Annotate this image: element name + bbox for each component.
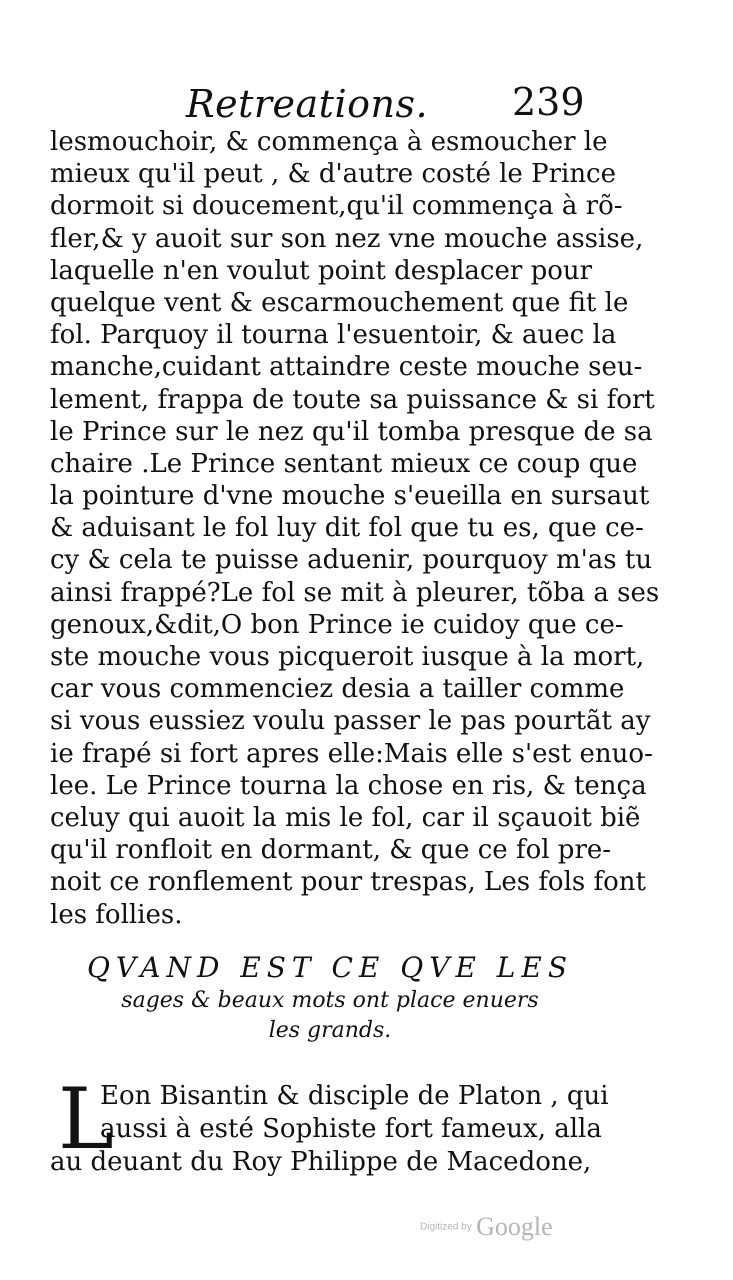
paragraph-1 <box>50 126 660 931</box>
text-line: noit ce ronflement pour trespas, Les fols font <box>50 867 646 898</box>
drop-cap: L <box>58 1070 114 1168</box>
text-line: aussi à esté Sophiste fort fameux, alla <box>100 1114 602 1144</box>
text-line: celuy qui auoit la mis le fol, car il sçauoit biẽ <box>50 802 641 833</box>
google-logo: Google <box>476 1212 553 1241</box>
text-line: qu'il ronfloit en dormant, & que ce fol pre- <box>50 835 612 866</box>
text-line: chaire .Le Prince sentant mieux ce coup que <box>50 448 638 479</box>
text-line: manche,cuidant attaindre ceste mouche seu- <box>50 352 643 383</box>
text-line: au deuant du Roy Philippe de Macedone, <box>50 1147 592 1177</box>
section-heading-line: QVAND EST CE QVE LES <box>86 951 574 984</box>
text-line: ste mouche vous picqueroit iusque à la mort, <box>50 642 645 672</box>
text-line: genoux,&dit,O bon Prince ie cuidoy que ce- <box>50 609 624 640</box>
text-line: le Prince sur le nez qu'il tomba presque de sa <box>50 416 653 447</box>
section-heading <box>80 950 580 1046</box>
text-line: si vous eussiez voulu passer le pas pourtãt ay <box>50 706 651 737</box>
text-line: cy & cela te puisse aduenir, pourquoy m'as tu <box>50 545 653 576</box>
text-line: mieux qu'il peut , & d'autre costé le Prince <box>50 159 617 190</box>
digitization-watermark <box>420 1212 553 1242</box>
page-number: 239 <box>512 80 585 124</box>
paragraph-2 <box>50 1070 609 1179</box>
text-line: car vous commenciez desia a tailler comme <box>50 674 625 705</box>
text-line: la pointure d'vne mouche s'eueilla en sursaut <box>50 481 650 512</box>
section-heading-line: les grands. <box>268 1018 392 1043</box>
text-line: Eon Bisantin & disciple de Platon , qui <box>100 1081 609 1111</box>
text-line: fol. Parquoy il tourna l'esuentoir, & auec la <box>50 320 617 351</box>
text-line: les follies. <box>50 899 183 930</box>
text-line: dormoit si doucement,qu'il commença à rõ- <box>50 191 623 222</box>
text-line: lesmouchoir, & commença à esmoucher le <box>50 127 608 157</box>
running-title: Retreations. <box>186 82 429 126</box>
text-line: & aduisant le fol luy dit fol que tu es, que ce- <box>50 513 644 544</box>
text-line: lee. Le Prince tourna la chose en ris, & tença <box>50 770 647 801</box>
section-heading-line: sages & beaux mots ont place enuers <box>121 988 539 1013</box>
text-line: ainsi frappé?Le fol se mit à pleurer, tõba a ses <box>50 577 660 608</box>
text-line: fler,& y auoit sur son nez vne mouche assise, <box>50 223 644 254</box>
text-line: lement, frappa de toute sa puissance & si fort <box>50 384 655 415</box>
watermark-prefix: Digitized by <box>420 1221 472 1233</box>
text-line: quelque vent & escarmouchement que fit le <box>50 287 629 318</box>
text-line: ie frapé si fort apres elle:Mais elle s'est enuo- <box>50 738 653 769</box>
text-line: laquelle n'en voulut point desplacer pour <box>50 255 593 286</box>
